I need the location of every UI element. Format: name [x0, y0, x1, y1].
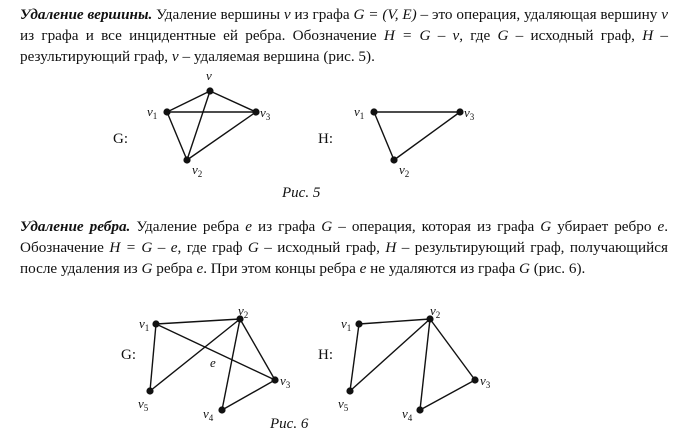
vertex-label-v1: $v_1$ [354, 104, 365, 121]
vertex-label-v5: $v_5$ [138, 396, 149, 413]
edge-v2-v5 [350, 319, 430, 391]
text: из графа и все инцидентные ей ребра. Обозначение [20, 27, 384, 44]
vertex-label-v1: $v_1$ [139, 316, 150, 333]
var: G [497, 27, 509, 44]
text: . При этом концы ребра [203, 260, 360, 277]
vertex-label-v2: $v_2$ [430, 303, 441, 320]
text: , где граф [177, 239, 248, 256]
vertex-label-v2: $v_2$ [238, 303, 249, 320]
figure-5-caption: Рис. 5 [282, 185, 321, 201]
edge-v2-v5 [150, 319, 240, 391]
graph-h-label: H: [318, 347, 333, 363]
vertex-label-v3: $v_3$ [280, 373, 291, 390]
text: – это операция, удаляющая вершину [416, 6, 662, 23]
vertex-label-v1: $v_1$ [341, 316, 352, 333]
var: e [359, 260, 367, 277]
vertex-label-v5: $v_5$ [338, 396, 349, 413]
edge-v2-v3 [240, 319, 275, 380]
text: – исходный граф, [508, 27, 643, 44]
text: – результирующий граф, [20, 27, 668, 65]
var: G [321, 218, 333, 235]
var: H [385, 239, 397, 256]
vertex-label-v2: $v_2$ [192, 162, 203, 179]
edge-v-v3 [210, 91, 256, 112]
edge-v2-v4 [420, 319, 430, 410]
vertex-label-v3: $v_3$ [260, 105, 271, 122]
edge-v1-v2 [374, 112, 394, 160]
var: v [171, 48, 179, 65]
var: v [661, 6, 668, 23]
vertex-v1 [370, 108, 377, 115]
edge-v1-v5 [350, 324, 359, 391]
vertex-v3 [271, 376, 278, 383]
edge-v1-v2 [167, 112, 187, 160]
figure-6-caption: Рис. 6 [270, 416, 309, 432]
vertex-label-v: v [206, 68, 212, 83]
edge-v4-v3 [420, 380, 475, 410]
vertex-v [206, 87, 213, 94]
text: (рис. 6). [529, 260, 586, 277]
var: G [518, 260, 530, 277]
var: e [657, 218, 665, 235]
text: ребра [152, 260, 197, 277]
text: Удаление вершины [152, 6, 284, 23]
vertex-v5 [146, 387, 153, 394]
var: H [642, 27, 654, 44]
var: v [283, 6, 291, 23]
text: – удаляемая вершина (рис. 5). [178, 48, 375, 65]
formula: H = G – e [109, 239, 178, 256]
edge-v1-v2 [156, 319, 240, 324]
var: e [245, 218, 253, 235]
text: – операция, которая из графа [332, 218, 541, 235]
heading-vertex-deletion: Удаление вершины. [20, 6, 153, 23]
edge-v2-v [187, 91, 210, 160]
vertex-v3 [456, 108, 463, 115]
vertex-v2 [183, 156, 190, 163]
edge-v1-v2 [359, 319, 430, 324]
var: G [540, 218, 552, 235]
edge-v1-v5 [150, 324, 156, 391]
vertex-v1 [152, 320, 159, 327]
vertex-label-v4: $v_4$ [203, 406, 214, 423]
heading-edge-deletion: Удаление ребра. [20, 218, 131, 235]
graph-h-label: H: [318, 131, 333, 147]
edge-v2-v4 [222, 319, 240, 410]
text: убирает ребро [551, 218, 658, 235]
var: G [141, 260, 153, 277]
text: – исходный граф, [258, 239, 386, 256]
var: e [196, 260, 204, 277]
text: , где [459, 27, 498, 44]
text: . Обозначение [20, 218, 668, 256]
edge-v2-v3 [187, 112, 256, 160]
vertex-v4 [218, 406, 225, 413]
edge-label-e: e [210, 355, 216, 370]
edge-v2-v3 [394, 112, 460, 160]
vertex-v2 [390, 156, 397, 163]
edge-v4-v3 [222, 380, 275, 410]
graph-g-label: G: [113, 131, 128, 147]
text: не удаляются из графа [366, 260, 519, 277]
text: из графа [290, 6, 354, 23]
var: G [247, 239, 259, 256]
text: Удаление ребра [130, 218, 246, 235]
vertex-v3 [471, 376, 478, 383]
vertex-v4 [416, 406, 423, 413]
text: – результирующий граф, получающийся после удаления из [20, 239, 668, 277]
graph-g-label: G: [121, 347, 136, 363]
vertex-label-v3: $v_3$ [480, 373, 491, 390]
vertex-v5 [346, 387, 353, 394]
vertex-label-v1: $v_1$ [147, 104, 158, 121]
vertex-v3 [252, 108, 259, 115]
vertex-label-v3: $v_3$ [464, 105, 475, 122]
vertex-v1 [355, 320, 362, 327]
edge-v2-v3 [430, 319, 475, 380]
text: из графа [252, 218, 322, 235]
formula: H = G – v [383, 27, 460, 44]
vertex-label-v2: $v_2$ [399, 162, 410, 179]
formula: G = (V, E) [353, 6, 417, 23]
vertex-label-v4: $v_4$ [402, 406, 413, 423]
vertex-v1 [163, 108, 170, 115]
